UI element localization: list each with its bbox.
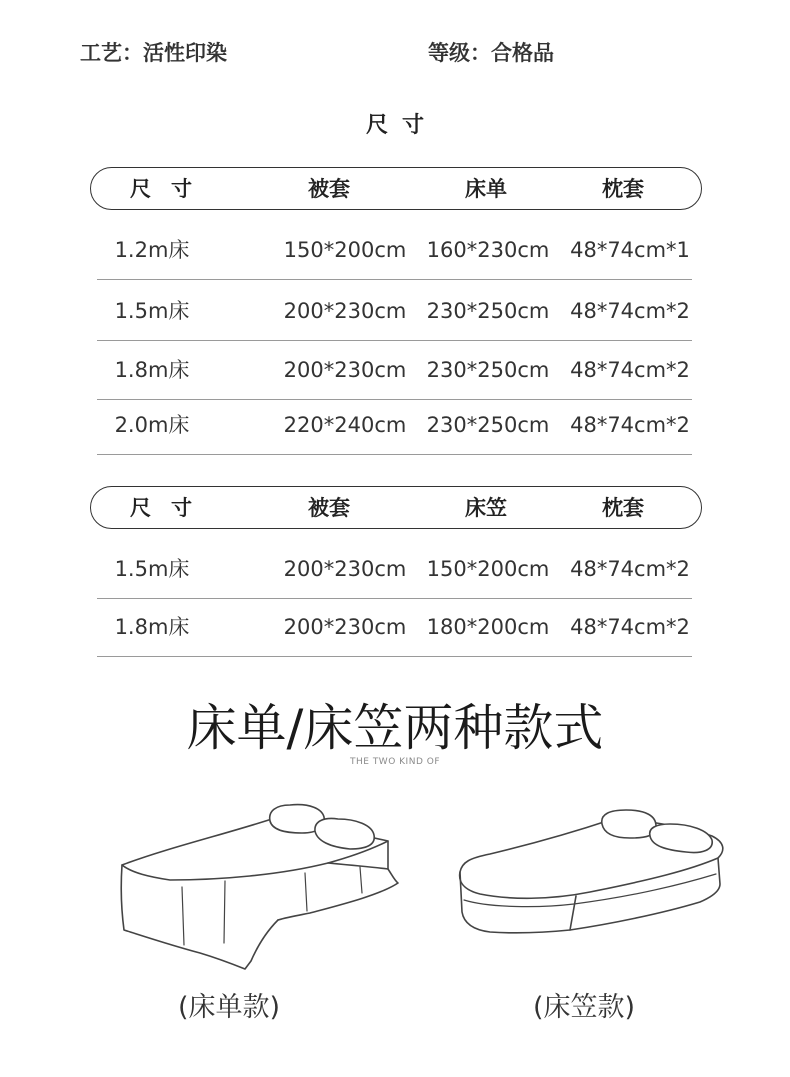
cell-duvet-cover: 200*230cm — [283, 358, 407, 382]
table-header — [90, 486, 702, 529]
flat-sheet-bed-illustration — [110, 795, 410, 975]
row-divider — [97, 279, 692, 281]
header-size: 尺寸 — [130, 177, 212, 201]
header-pillowcase: 枕套 — [602, 496, 644, 520]
cell-pillowcase: 48*74cm*1 — [570, 238, 690, 262]
grade-spec: 等级：合格品 — [428, 41, 554, 65]
cell-flat-sheet: 230*250cm — [426, 358, 550, 382]
flat-sheet-caption: (床单款) — [178, 992, 281, 1023]
cell-fitted-sheet: 150*200cm — [426, 557, 550, 581]
cell-flat-sheet: 160*230cm — [426, 238, 550, 262]
cell-size: 1.5m床 — [114, 557, 190, 581]
fitted-sheet-caption: (床笠款) — [533, 992, 636, 1023]
size-section-title: 尺寸 — [365, 113, 438, 138]
fitted-sheet-bed-illustration — [450, 800, 735, 960]
header-fitted-sheet: 床笠 — [465, 496, 507, 520]
table-row — [97, 599, 692, 657]
cell-pillowcase: 48*74cm*2 — [570, 299, 690, 323]
cell-fitted-sheet: 180*200cm — [426, 615, 550, 639]
cell-duvet-cover: 150*200cm — [283, 238, 407, 262]
table-header — [90, 167, 702, 210]
row-divider — [97, 454, 692, 456]
table-row — [97, 222, 692, 280]
cell-pillowcase: 48*74cm*2 — [570, 413, 690, 437]
cell-size: 1.8m床 — [114, 615, 190, 639]
table-row — [97, 342, 692, 400]
header-duvet-cover: 被套 — [308, 177, 350, 201]
cell-size: 1.5m床 — [114, 299, 190, 323]
cell-flat-sheet: 230*250cm — [426, 413, 550, 437]
row-divider — [97, 656, 692, 658]
table-row — [97, 397, 692, 455]
cell-pillowcase: 48*74cm*2 — [570, 358, 690, 382]
cell-duvet-cover: 200*230cm — [283, 615, 407, 639]
cell-size: 2.0m床 — [114, 413, 190, 437]
cell-size: 1.8m床 — [114, 358, 190, 382]
header-pillowcase: 枕套 — [602, 177, 644, 201]
craft-spec: 工艺：活性印染 — [80, 41, 227, 65]
styles-title: 床单/床笠两种款式 — [186, 699, 604, 757]
row-divider — [97, 340, 692, 342]
cell-duvet-cover: 220*240cm — [283, 413, 407, 437]
cell-pillowcase: 48*74cm*2 — [570, 557, 690, 581]
header-duvet-cover: 被套 — [308, 496, 350, 520]
cell-flat-sheet: 230*250cm — [426, 299, 550, 323]
header-flat-sheet: 床单 — [465, 177, 507, 201]
header-size: 尺寸 — [130, 496, 212, 520]
cell-duvet-cover: 200*230cm — [283, 557, 407, 581]
cell-duvet-cover: 200*230cm — [283, 299, 407, 323]
cell-pillowcase: 48*74cm*2 — [570, 615, 690, 639]
styles-subtitle: THE TWO KIND OF — [350, 757, 440, 767]
table-row — [97, 283, 692, 341]
table-row — [97, 541, 692, 599]
cell-size: 1.2m床 — [114, 238, 190, 262]
